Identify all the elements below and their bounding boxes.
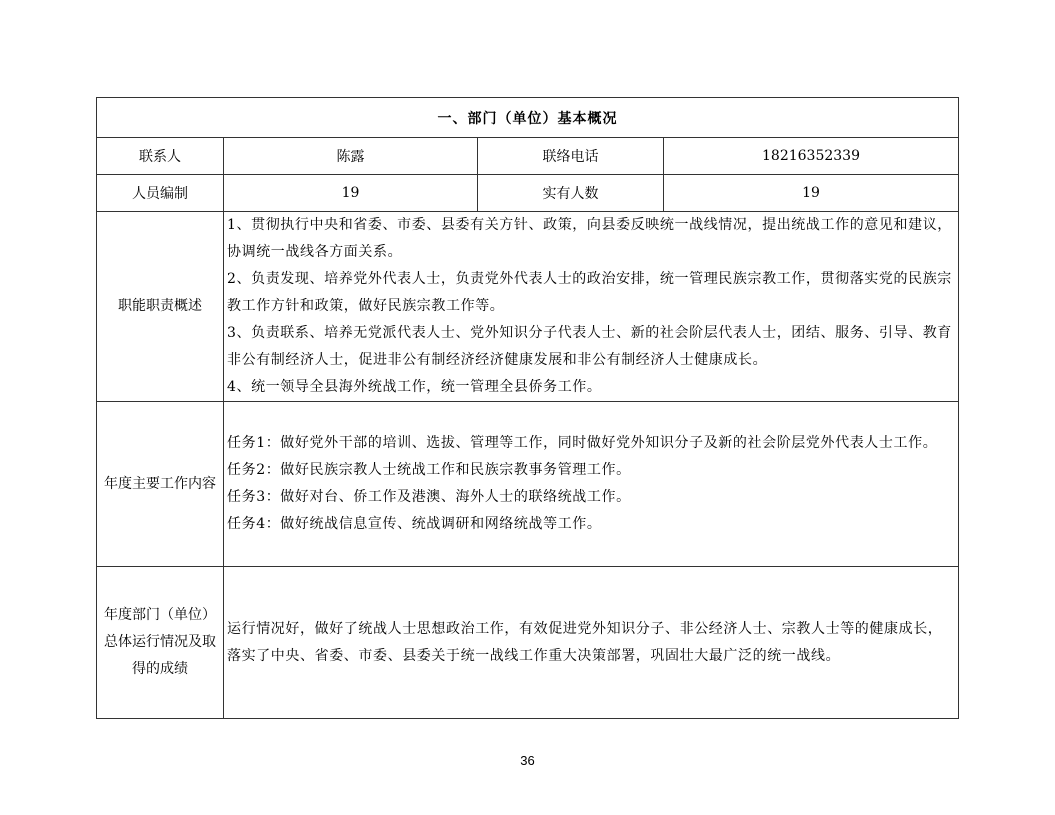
page-number: 36 bbox=[520, 753, 535, 768]
section-title: 一、部门（单位）基本概况 bbox=[97, 98, 959, 138]
staff-actual-label: 实有人数 bbox=[478, 175, 664, 212]
result-text: 运行情况好，做好了统战人士思想政治工作，有效促进党外知识分子、非公经济人士、宗教人士等的健康成长，落实了中央、省委、市委、县委关于统一战线工作重大决策部署，巩固壮大最广泛的统一战线。 bbox=[227, 620, 943, 664]
annual-work-content bbox=[224, 402, 959, 567]
staff-quota-label: 人员编制 bbox=[97, 175, 224, 212]
title-row bbox=[97, 98, 959, 138]
duty-item: 1、贯彻执行中央和省委、市委、县委有关方针、政策，向县委反映统一战线情况，提出统战工作的意见和建议，协调统一战线各方面关系。 bbox=[227, 217, 952, 260]
contact-phone-value: 18216352339 bbox=[664, 138, 959, 175]
duty-item: 2、负责发现、培养党外代表人士，负责党外代表人士的政治安排，统一管理民族宗教工作，贯彻落实党的民族宗教工作方针和政策，做好民族宗教工作等。 bbox=[227, 271, 952, 314]
duties-label: 职能职责概述 bbox=[97, 212, 224, 402]
annual-result-label: 年度部门（单位）总体运行情况及取得的成绩 bbox=[97, 567, 224, 719]
staff-actual-value: 19 bbox=[664, 175, 959, 212]
duty-item: 3、负责联系、培养无党派代表人士、党外知识分子代表人士、新的社会阶层代表人士，团结、服务、引导、教育非公有制经济人士，促进非公有制经济经济健康发展和非公有制经济人士健康成长。 bbox=[227, 325, 952, 368]
duties-row bbox=[97, 212, 959, 402]
contact-person-value: 陈露 bbox=[224, 138, 478, 175]
annual-result-content bbox=[224, 567, 959, 719]
work-item: 任务4：做好统战信息宣传、统战调研和网络统战等工作。 bbox=[227, 516, 602, 532]
contact-person-label: 联系人 bbox=[97, 138, 224, 175]
basic-info-table bbox=[96, 97, 959, 719]
duties-content bbox=[224, 212, 959, 402]
work-item: 任务3：做好对台、侨工作及港澳、海外人士的联络统战工作。 bbox=[227, 489, 631, 505]
staff-quota-value: 19 bbox=[224, 175, 478, 212]
annual-work-row bbox=[97, 402, 959, 567]
contact-row bbox=[97, 138, 959, 175]
annual-result-row bbox=[97, 567, 959, 719]
annual-work-label: 年度主要工作内容 bbox=[97, 402, 224, 567]
work-item: 任务1：做好党外干部的培训、选拔、管理等工作，同时做好党外知识分子及新的社会阶层党外代表人士工作。 bbox=[227, 435, 938, 451]
work-item: 任务2：做好民族宗教人士统战工作和民族宗教事务管理工作。 bbox=[227, 462, 631, 478]
contact-phone-label: 联络电话 bbox=[478, 138, 664, 175]
duty-item: 4、统一领导全县海外统战工作，统一管理全县侨务工作。 bbox=[227, 379, 602, 395]
staffing-row bbox=[97, 175, 959, 212]
